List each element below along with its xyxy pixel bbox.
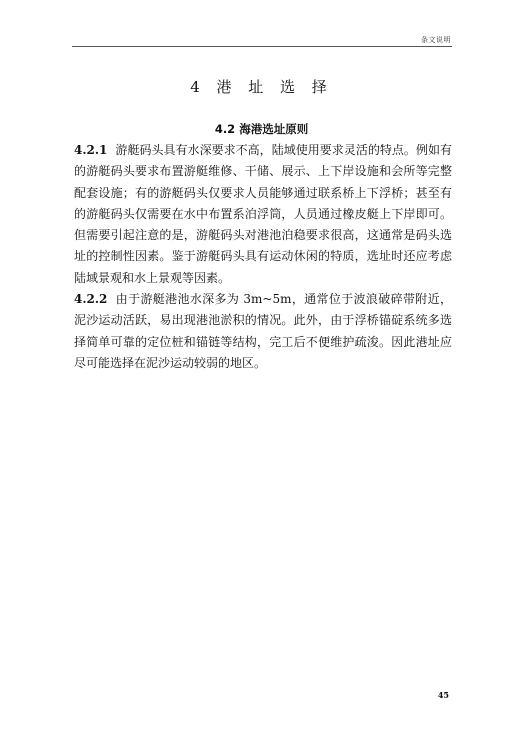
section-heading: 4.2 海港选址原则 — [214, 122, 309, 136]
clause-number: 4.2.1 — [74, 143, 108, 157]
clause-text: 由于游艇港池水深多为 3m~5m，通常位于波浪破碎带附近，泥沙运动活跃，易出现港池淤积的情况。此外，由于浮桥锚碇系统多选择简单可靠的定位桩和锚链等结构，完工后不便维护疏浚。因此港址应尽可能选择在泥沙运动较弱的地区。 — [74, 292, 452, 370]
header-rule — [72, 46, 452, 47]
page-number: 45 — [437, 690, 449, 700]
body-text — [74, 140, 452, 374]
clause-number: 4.2.2 — [74, 292, 108, 307]
chapter-title: 4 港 址 选 择 — [190, 78, 333, 96]
clause-4-2-2 — [74, 289, 452, 374]
clause-text: 游艇码头具有水深要求不高，陆域使用要求灵活的特点。例如有的游艇码头要求布置游艇维修、干储、展示、上下岸设施和会所等完整配套设施；有的游艇码头仅要求人员能够通过联系桥上下浮桥；甚至有的游艇码头仅需要在水中布置系泊浮筒，人员通过橡皮艇上下岸即可。但需要引起注意的是，游艇码头对港池泊稳要求很高，这通常是码头选址的控制性因素。鉴于游艇码头具有运动休闲的特质，选址时还应考虑陆域景观和水上景观等因素。 — [74, 143, 452, 285]
running-header: 条文说明 — [421, 36, 451, 44]
clause-4-2-1 — [74, 140, 452, 289]
